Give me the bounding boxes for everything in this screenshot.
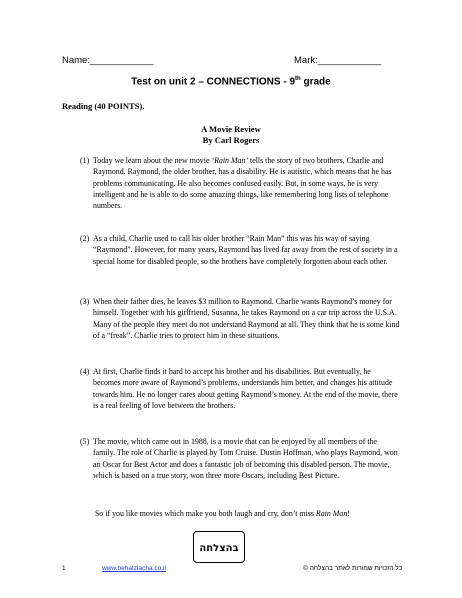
paragraph-3 <box>80 296 400 341</box>
paragraph-number: (3) <box>80 297 90 306</box>
mark-label: Mark: <box>294 55 318 66</box>
closing-text: So if you like movies which make you both laugh and cry, don’t miss <box>95 509 316 518</box>
page-title <box>0 76 462 87</box>
review-heading <box>0 124 462 146</box>
title-main: Test on unit 2 – CONNECTIONS - 9 <box>131 76 296 88</box>
paragraph-text-start: Today we learn about the new movie <box>93 156 212 165</box>
title-sup: th <box>295 76 301 82</box>
paragraph-5 <box>80 436 400 481</box>
name-blank: ____________ <box>89 55 154 66</box>
logo-text: בהצלחה <box>199 543 239 554</box>
mark-blank: ____________ <box>317 55 382 66</box>
paragraph-text: At first, Charlie finds it hard to accept his brother and his disabilities. But eventually, he becomes more aware of Raymond’s problems, understands him better, and changes his attitude towards him. He no longer cares about getting Raymond’s money. At the end of the movie, there is a real feeling of love between the brothers. <box>93 367 398 410</box>
paragraph-text: As a child, Charlie used to call his older brother “Rain Man” this was his way of saying “Raymond”. However, for many years, Raymond has lived far away from the rest of society in a special home for disabled people, so the brothers have completely forgotten about each other. <box>93 234 398 266</box>
paragraph-text: The movie, which came out in 1988, is a movie that can be enjoyed by all members of the family. The role of Charlie is played by Tom Cruise. Dustin Hoffman, who plays Raymond, won an Oscar for Best Actor and does a fantastic job of becoming this disabled person. The movie, which is based on a true story, won three more Oscars, including Best Picture. <box>93 437 398 480</box>
closing-punctuation: ! <box>347 509 350 518</box>
website-link[interactable]: www.behatzlacha.co.il <box>102 565 166 572</box>
paragraph-number: (1) <box>80 156 90 165</box>
name-label: Name: <box>62 55 90 66</box>
copyright-notice: כל הזכויות שמורות לאתר בהצלחה © <box>303 565 402 572</box>
closing-movie-title: Rain Man <box>315 509 348 518</box>
review-author: By Carl Rogers <box>202 135 260 145</box>
title-suffix: grade <box>300 76 331 88</box>
section-heading: Reading (40 POINTS). <box>62 101 145 111</box>
page-number: 1 <box>62 565 66 572</box>
behatzlacha-logo <box>193 531 245 563</box>
movie-title-italic: ‘Rain Man’ <box>211 156 249 165</box>
paragraph-number: (5) <box>80 437 90 446</box>
mark-field <box>294 55 381 66</box>
closing-line <box>95 508 415 519</box>
paragraph-4 <box>80 366 400 411</box>
name-field <box>62 55 153 66</box>
paragraph-text-end: tells the story of two brothers, Charlie and Raymond. Raymond, the older brother, has a disability. He is autistic, which means that he has problems communicating. He also becomes confused easily. But, in some ways, he is very intelligent and he is able to do some amazing things, like remembering long lists of telephone numbers. <box>93 156 392 211</box>
paragraph-text <box>93 155 400 211</box>
paragraph-1 <box>80 155 400 211</box>
review-title: A Movie Review <box>201 124 261 134</box>
paragraph-number: (2) <box>80 234 90 243</box>
logo-mark <box>196 534 242 560</box>
paragraph-number: (4) <box>80 367 90 376</box>
paragraph-text: When their father dies, he leaves $3 million to Raymond. Charlie wants Raymond’s money for himself. Together with his girlfriend, Susanna, he takes Raymond on a car trip across the U.S.A. Many of the people they meet do not understand Raymond at all. They think that he is some kind of a “freak”. Charlie tries to protect him in these situations. <box>93 297 400 340</box>
paragraph-2 <box>80 233 400 267</box>
